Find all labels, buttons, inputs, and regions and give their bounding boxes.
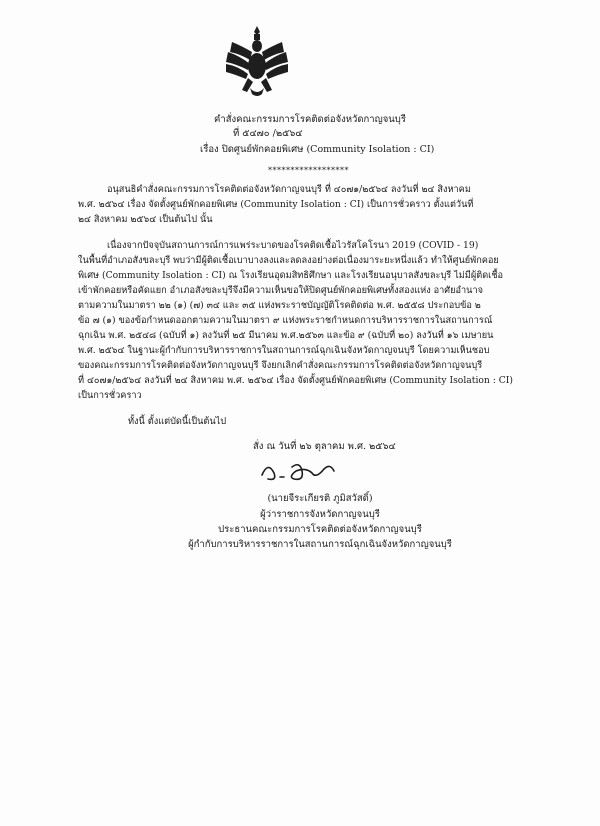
- paragraph-line: พ.ศ. ๒๕๖๔ เรื่อง จัดตั้งศูนย์พักคอยพิเศษ (Community Isolation : CI) เป็นการชั่วคราว ตั้งแต่วันที่: [78, 199, 474, 210]
- signer-title: ผู้ว่าราชการจังหวัดกาญจนบุรี: [260, 509, 380, 520]
- paragraph-line: ๒๔ สิงหาคม ๒๕๖๔ เป็นต้นไป นั้น: [78, 214, 213, 225]
- paragraph-line: พ.ศ. ๒๕๖๔ ในฐานะผู้กำกับการบริหารราชการในสถานการณ์ฉุกเฉินจังหวัดกาญจนบุรี โดยความเห็นชอบ: [78, 345, 490, 356]
- effective-statement: ทั้งนี้ ตั้งแต่บัดนี้เป็นต้นไป: [128, 416, 227, 427]
- signer-name: (นายจีระเกียรติ ภูมิสวัสดิ์): [267, 493, 373, 504]
- handwritten-signature: [252, 455, 352, 485]
- paragraph-line: เป็นการชั่วคราว: [78, 390, 142, 401]
- paragraph-line: ฉุกเฉิน พ.ศ. ๒๕๔๘ (ฉบับที่ ๑) ลงวันที่ ๒๕ มีนาคม พ.ศ.๒๕๖๓ และข้อ ๙ (ฉบับที่ ๒๐) ลงวันที่ ๑๖ เมษายน: [78, 330, 494, 341]
- signer-title: ผู้กำกับการบริหารราชการในสถานการณ์ฉุกเฉินจังหวัดกาญจนบุรี: [188, 539, 452, 550]
- paragraph-line: ของคณะกรรมการโรคติดต่อจังหวัดกาญจนบุรี จึงยกเลิกคำสั่งคณะกรรมการโรคติดต่อจังหวัดกาญจนบุรี: [78, 360, 483, 371]
- paragraph-line: ในพื้นที่อำเภอสังขละบุรี พบว่ามีผู้ติดเชื้อเบาบางลงและลดลงอย่างต่อเนื่องมาระยะหนึ่งแล้ว ทำให้ศูนย์พักคอย: [78, 255, 499, 266]
- signing-date: สั่ง ณ วันที่ ๒๖ ตุลาคม พ.ศ. ๒๕๖๔: [253, 441, 396, 452]
- paragraph-line: ตามความในมาตรา ๒๒ (๑) (๗) ๓๔ และ ๓๕ แห่งพระราชบัญญัติโรคติดต่อ พ.ศ. ๒๕๕๘ ประกอบข้อ ๒: [78, 300, 481, 311]
- paragraph-line: ที่ ๔๐๗๑/๒๕๖๔ ลงวันที่ ๒๔ สิงหาคม พ.ศ. ๒๕๖๔ เรื่อง จัดตั้งศูนย์พักคอยพิเศษ (Community Isolation : CI): [78, 375, 514, 386]
- paragraph-line: ข้อ ๗ (๑) ของข้อกำหนดออกตามความในมาตรา ๙ แห่งพระราชกำหนดการบริหารราชการในสถานการณ์: [78, 315, 493, 326]
- paragraph-line: อนุสนธิคำสั่งคณะกรรมการโรคติดต่อจังหวัดกาญจนบุรี ที่ ๔๐๗๑/๒๕๖๔ ลงวันที่ ๒๔ สิงหาคม: [107, 184, 471, 195]
- separator: ******************: [268, 166, 349, 175]
- paragraph-line: พิเศษ (Community Isolation : CI) ณ โรงเรียนอุดมสิทธิศึกษา และโรงเรียนอนุบาลสังขละบุรี ไม่มีผู้ติดเชื้อ: [78, 270, 504, 281]
- order-title: คำสั่งคณะกรรมการโรคติดต่อจังหวัดกาญจนบุรี: [214, 114, 406, 125]
- order-number: ที่ ๕๔๗๐ /๒๕๖๔: [233, 128, 303, 139]
- garuda-emblem-icon: [224, 22, 290, 98]
- signer-title: ประธานคณะกรรมการโรคติดต่อจังหวัดกาญจนบุรี: [218, 524, 422, 535]
- paragraph-line: เข้าพักคอยหรือคัดแยก อำเภอสังขละบุรีจึงมีความเห็นขอให้ปิดศูนย์พักคอยพิเศษทั้งสองแห่ง อาศัยอำนาจ: [78, 285, 483, 296]
- paragraph-line: เนื่องจากปัจจุบันสถานการณ์การแพร่ระบาดของโรคติดเชื้อไวรัสโคโรนา 2019 (COVID - 19): [107, 240, 479, 251]
- order-subject: เรื่อง ปิดศูนย์พักคอยพิเศษ (Community Isolation : CI): [200, 144, 435, 155]
